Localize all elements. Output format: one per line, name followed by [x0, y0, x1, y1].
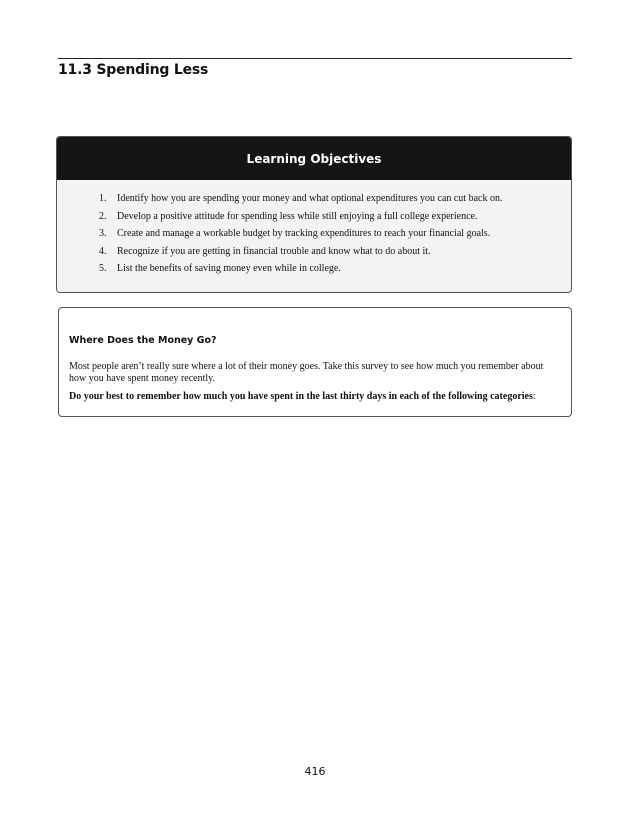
objective-item	[99, 263, 559, 281]
objective-text: Create and manage a workable budget by tracking expenditures to reach your financial goals.	[117, 228, 491, 239]
objective-text: Recognize if you are getting in financial trouble and know what to do about it.	[117, 245, 431, 257]
objective-number: 3.	[99, 228, 107, 239]
objective-item	[99, 211, 559, 229]
objective-text: List the benefits of saving money even while in college.	[117, 263, 341, 274]
objective-text: Identify how you are spending your money and what optional expenditures you can cut back on.	[117, 193, 503, 204]
objective-item	[99, 246, 559, 264]
objective-number: 5.	[99, 263, 107, 274]
objective-item	[99, 228, 559, 246]
objective-number: 4.	[99, 245, 107, 257]
objective-item	[99, 193, 559, 211]
learning-objectives-list	[99, 193, 559, 281]
learning-objectives-header: Learning Objectives	[57, 137, 571, 180]
objective-text: Develop a positive attitude for spending less while still enjoying a full college experience.	[117, 210, 478, 222]
objective-number: 1.	[99, 193, 107, 204]
objective-number: 2.	[99, 210, 107, 222]
money-box-instruction-bold: Do your best to remember how much you have spent in the last thirty days in each of the following categories	[69, 391, 533, 402]
section-title: 11.3 Spending Less	[58, 62, 209, 78]
where-does-money-go-box	[58, 307, 572, 417]
header-rule	[58, 58, 572, 59]
page-number: 416	[304, 765, 326, 778]
money-box-paragraph: Most people aren’t really sure where a lot of their money goes. Take this survey to see how much you remember about how you have spent money recently.	[69, 361, 544, 384]
money-box-title: Where Does the Money Go?	[69, 335, 217, 346]
learning-objectives-box	[56, 136, 572, 293]
money-box-instruction	[69, 391, 564, 403]
money-box-instruction-tail: :	[532, 391, 536, 402]
